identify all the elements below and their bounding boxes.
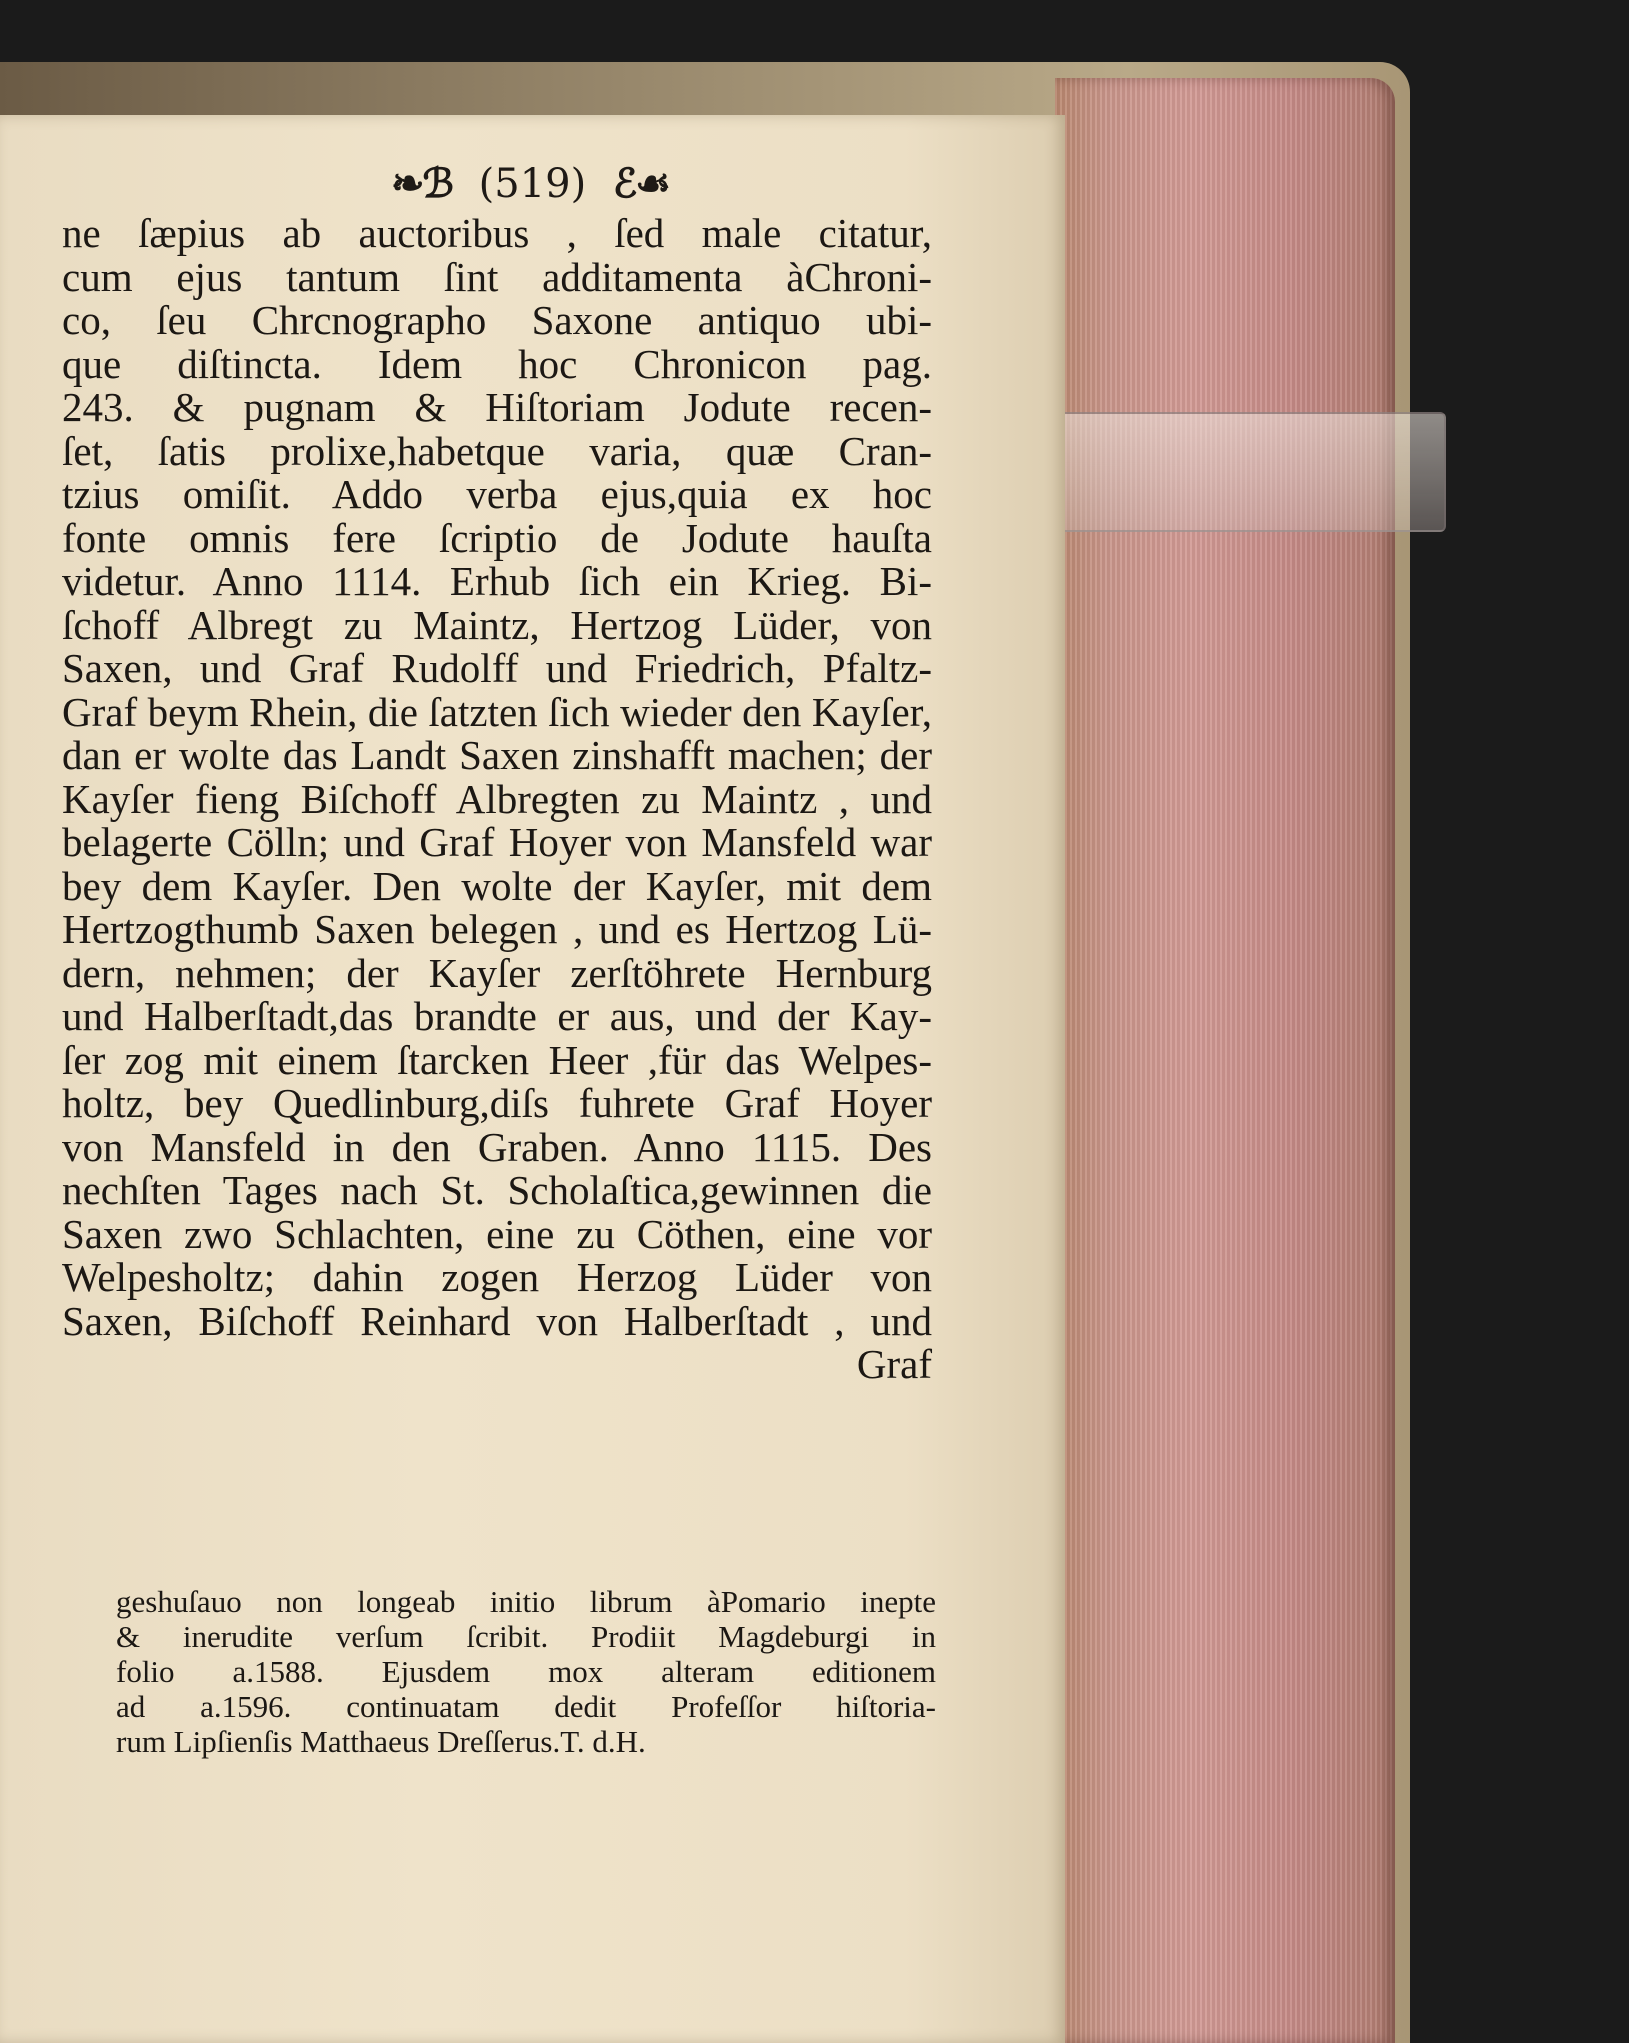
bookmark-ribbon [1012, 412, 1446, 532]
text-line: tzius omiſit. Addo verba ejus,quia ex hoc [62, 471, 932, 517]
text-line: belagerte Cölln; und Graf Hoyer von Mansfeld war [62, 819, 932, 865]
text-line: videtur. Anno 1114. Erhub ſich ein Krieg. Bi- [62, 558, 932, 604]
footnote-line: folio a.1588. Ejusdem mox alteram editionem [116, 1654, 936, 1689]
text-line: nechſten Tages nach St. Scholaſtica,gewinnen die [62, 1167, 932, 1213]
main-text-block [62, 212, 932, 1387]
text-line: ne ſæpius ab auctoribus , ſed male citatur, [62, 210, 932, 256]
text-line: co, ſeu Chrcnographo Saxone antiquo ubi- [62, 297, 932, 343]
text-line: ſchoff Albregt zu Maintz, Hertzog Lüder, von [62, 601, 932, 648]
footnote-block [116, 1584, 936, 1759]
page-number: (519) [478, 161, 587, 207]
text-line: 243. & pugnam & Hiſtoriam Jodute recen- [62, 384, 932, 430]
footnote-line: & inerudite verſum ſcribit. Prodiit Magdeburgi in [116, 1619, 936, 1654]
text-line: cum ejus tantum ſint additamenta àChroni- [62, 253, 932, 300]
ornament-left-icon: ❧ℬ [390, 160, 452, 207]
text-line: Saxen zwo Schlachten, eine zu Cöthen, eine vor [62, 1210, 932, 1257]
page-block-edge [1055, 78, 1395, 2043]
footnote-line: geshuſauo non longeab initio librum àPomario inepte [116, 1584, 936, 1619]
ornament-right-icon: ℰ☙ [612, 160, 670, 207]
text-line: Welpesholtz; dahin zogen Herzog Lüder von [62, 1254, 932, 1300]
text-line: que diſtincta. Idem hoc Chronicon pag. [62, 340, 932, 387]
text-line: Graf beym Rhein, die ſatzten ſich wieder den Kayſer, [62, 688, 932, 735]
text-line: von Mansfeld in den Graben. Anno 1115. Des [62, 1123, 932, 1170]
text-line: Hertzogthumb Saxen belegen , und es Hertzog Lü- [62, 906, 932, 952]
text-line: Saxen, und Graf Rudolff und Friedrich, Pfaltz- [62, 645, 932, 691]
text-line: und Halberſtadt,das brandte er aus, und der Kay- [62, 993, 932, 1039]
text-line: bey dem Kayſer. Den wolte der Kayſer, mit dem [62, 862, 932, 909]
text-line: ſer zog mit einem ſtarcken Heer ,für das Welpes- [62, 1036, 932, 1083]
running-head [0, 160, 1060, 207]
footnote-line: rum Lipſienſis Matthaeus Dreſſerus.T. d.H. [116, 1724, 646, 1759]
footnote-line: ad a.1596. continuatam dedit Profeſſor hiſtoria- [116, 1689, 936, 1724]
text-line: holtz, bey Quedlinburg,diſs fuhrete Graf Hoyer [62, 1080, 932, 1126]
text-line: fonte omnis fere ſcriptio de Jodute hauſta [62, 514, 932, 561]
text-line: dan er wolte das Landt Saxen zinshafft machen; der [62, 732, 932, 778]
text-line: ſet, ſatis prolixe,habetque varia, quæ Cran- [62, 427, 932, 474]
catchword: Graf [856, 1341, 932, 1387]
text-line: Kayſer fieng Biſchoff Albregten zu Maintz , und [62, 775, 932, 822]
text-line: dern, nehmen; der Kayſer zerſtöhrete Hernburg [62, 949, 932, 996]
text-line: Saxen, Biſchoff Reinhard von Halberſtadt , und [62, 1297, 932, 1344]
